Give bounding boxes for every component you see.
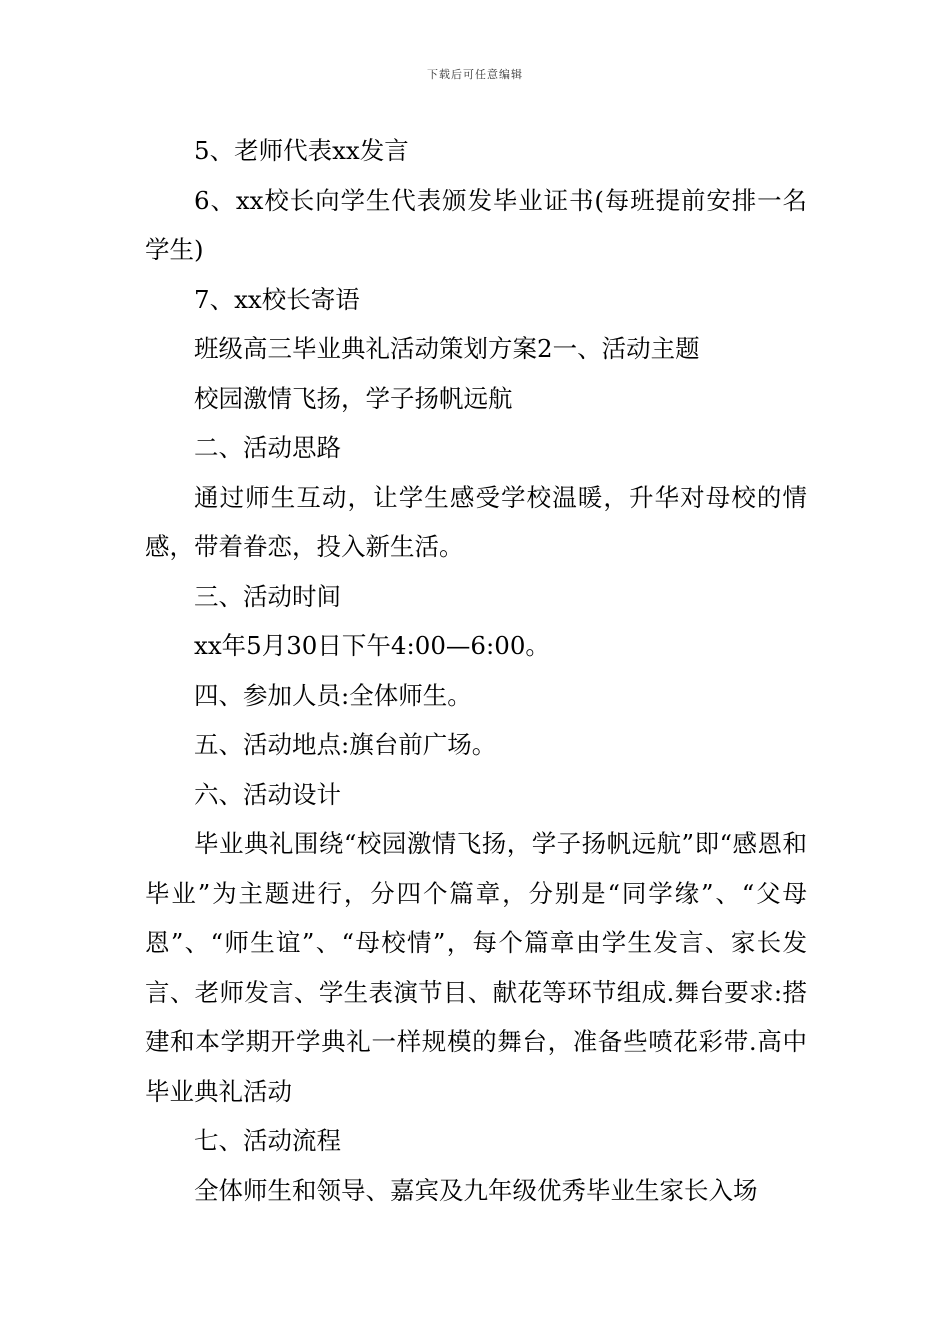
- page-header-note: 下载后可任意编辑: [427, 68, 523, 81]
- paragraph-design: 毕业典礼围绕“校园激情飞扬，学子扬帆远航”即“感恩和毕业”为主题进行，分四个篇章，分别是“同学缘”、“父母恩”、“师生谊”、“母校情”，每个篇章由学生发言、家长发言、老师发言、学生表演节目、献花等环节组成.舞台要求:搭建和本学期开学典礼一样规模的舞台，准备些喷花彩带.高中毕业典礼活动: [145, 829, 807, 1106]
- document-body: [145, 126, 807, 1215]
- paragraph-idea: 通过师生互动，让学生感受学校温暖，升华对母校的情感，带着眷恋，投入新生活。: [145, 482, 807, 561]
- section-title-plan-2: 班级高三毕业典礼活动策划方案2一、活动主题: [194, 334, 700, 363]
- paragraph-location: 五、活动地点:旗台前广场。: [194, 730, 497, 759]
- section-heading-process: 七、活动流程: [194, 1126, 341, 1155]
- section-heading-design: 六、活动设计: [194, 779, 341, 809]
- paragraph-process: 全体师生和领导、嘉宾及九年级优秀毕业生家长入场: [194, 1175, 758, 1205]
- paragraph-item-7: 7、xx校长寄语: [194, 284, 360, 314]
- paragraph-participants: 四、参加人员:全体师生。: [194, 680, 472, 710]
- section-heading-time: 三、活动时间: [194, 581, 341, 611]
- activity-theme: 校园激情飞扬，学子扬帆远航: [194, 383, 513, 413]
- paragraph-time: xx年5月30日下午4:00—6:00。: [194, 631, 550, 660]
- paragraph-item-5: 5、老师代表xx发言: [194, 136, 409, 165]
- section-heading-idea: 二、活动思路: [194, 433, 341, 462]
- paragraph-item-6: 6、xx校长向学生代表颁发毕业证书(每班提前安排一名学生): [145, 185, 807, 264]
